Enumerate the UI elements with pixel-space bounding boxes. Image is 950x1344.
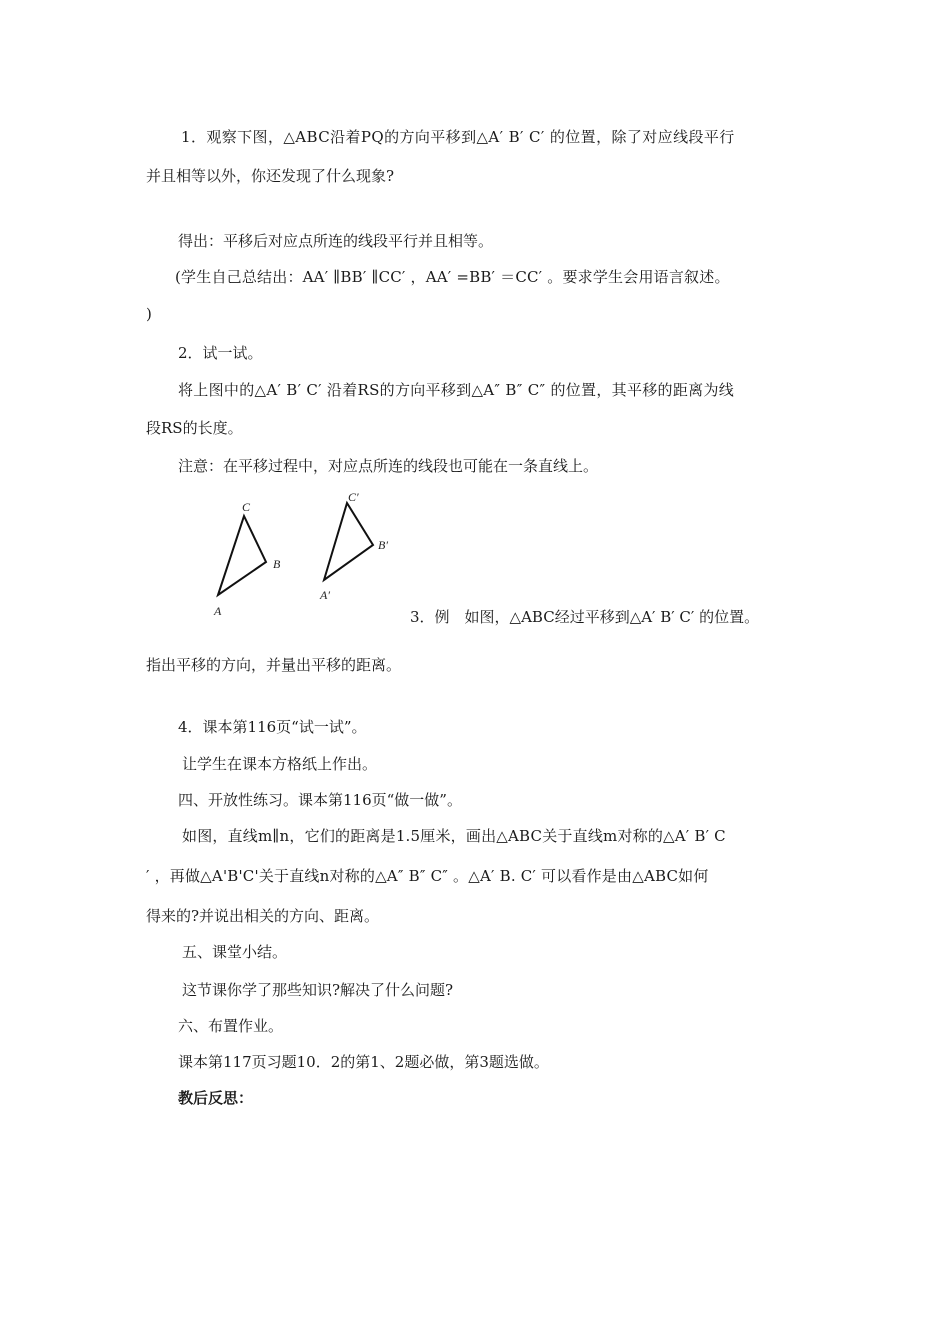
paragraph-6: 注意：在平移过程中，对应点所连的线段也可能在一条直线上。 [178,457,599,475]
paragraph-4: 2．试一试。 [178,344,263,362]
translation-figure [200,492,410,627]
label-b: B [273,557,281,571]
reflection-heading: 教后反思： [178,1089,254,1107]
paragraph-5: 将上图中的△A′ B′ C′ 沿着RS的方向平移到△A″ B″ C″ 的位置，其平移的距离为线 [178,381,735,399]
label-c-prime: C′ [348,492,359,504]
paragraph-3-cont: ) [146,305,152,323]
paragraph-11-cont: ′ ，再做△A'B'C'关于直线n对称的△A″ B″ C″ 。△A′ B. C′ 可以看作是由△ABC如何 [146,867,709,885]
paragraph-7: 3．例 如图，△ABC经过平移到△A′ B′ C′ 的位置。 [410,608,760,626]
label-c: C [242,500,251,514]
paragraph-1: 1．观察下图，△ABC沿着PQ的方向平移到△A′ B′ C′ 的位置，除了对应线段平行 [181,128,735,146]
paragraph-5-cont: 段RS的长度。 [146,419,243,437]
paragraph-9: 让学生在课本方格纸上作出。 [182,755,378,773]
paragraph-11: 如图，直线m∥n，它们的距离是1.5厘米，画出△ABC关于直线m对称的△A′ B′ C [182,827,726,845]
paragraph-13: 这节课你学了那些知识?解决了什么问题? [182,981,454,999]
label-a-prime: A′ [320,588,330,602]
paragraph-12: 五、课堂小结。 [182,943,288,961]
paragraph-15: 课本第117页习题10．2的第1、2题必做，第3题选做。 [178,1053,549,1071]
paragraph-14: 六、布置作业。 [178,1017,284,1035]
paragraph-10: 四、开放性练习。课本第116页“做一做”。 [178,791,462,809]
paragraph-11-cont2: 得来的?并说出相关的方向、距离。 [146,907,380,925]
label-b-prime: B′ [378,538,388,552]
paragraph-7-cont: 指出平移的方向，并量出平移的距离。 [146,656,402,674]
paragraph-8: 4．课本第116页“试一试”。 [178,718,367,736]
paragraph-3: (学生自己总结出：AA′ ∥BB′ ∥CC′ ，AA′ =BB′ ＝CC′ 。要求学生会用语言叙述。 [175,268,730,286]
paragraph-1-cont: 并且相等以外，你还发现了什么现象? [146,167,395,185]
label-a: A [214,604,222,618]
triangle-abc-prime [324,503,373,580]
triangle-abc [218,516,266,595]
paragraph-2: 得出：平移后对应点所连的线段平行并且相等。 [178,232,494,250]
